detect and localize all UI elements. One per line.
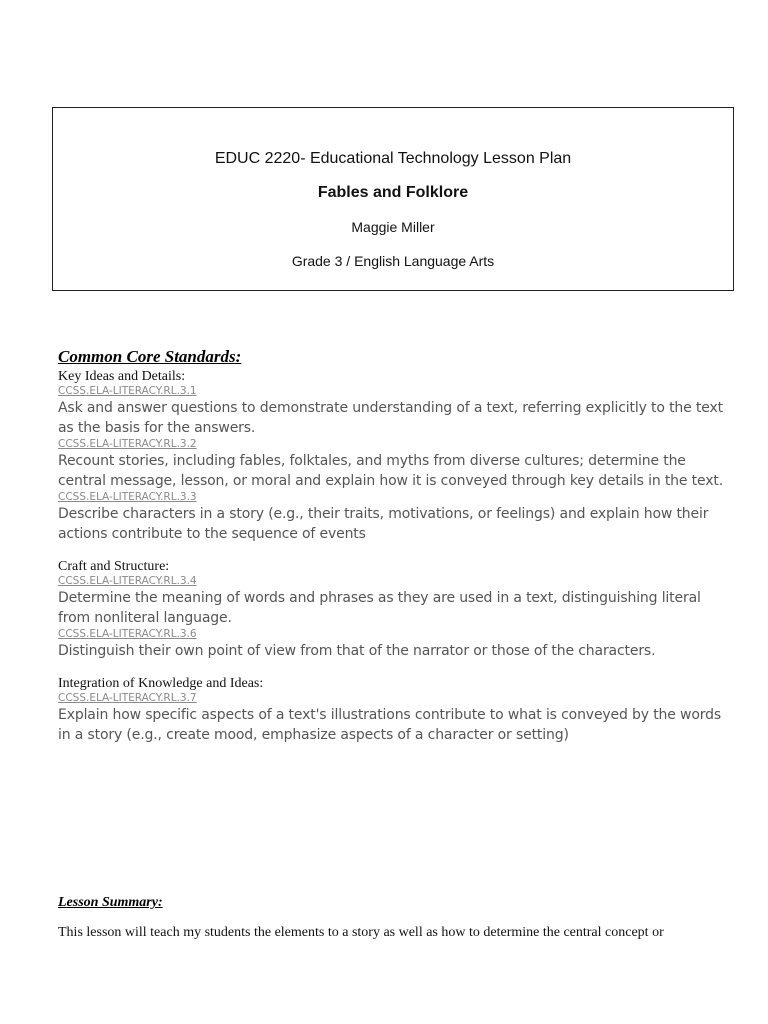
standard-description: Ask and answer questions to demonstrate understanding of a text, referring explicitly to the text as the basis for the answers. [58, 400, 723, 436]
standards-group-integration [58, 675, 728, 745]
author-name: Maggie Miller [351, 219, 435, 235]
standard-description: Determine the meaning of words and phrases as they are used in a text, distinguishing literal from nonliteral language. [58, 590, 701, 626]
standard-code-link[interactable]: CCSS.ELA-LITERACY.RL.3.3 [58, 491, 197, 503]
standard-description: Recount stories, including fables, folktales, and myths from diverse cultures; determine the central message, lesson, or moral and explain how it is conveyed through key details in the text. [58, 453, 724, 489]
standards-group-craft-structure [58, 558, 728, 661]
standard-description: Describe characters in a story (e.g., their traits, motivations, or feelings) and explain how their actions contribute to the sequence of events [58, 506, 709, 542]
standards-group-key-ideas [58, 368, 728, 544]
standard-description: Explain how specific aspects of a text's illustrations contribute to what is conveyed by the words in a story (e.g., create mood, emphasize aspects of a character or setting) [58, 707, 721, 743]
lesson-summary-text: This lesson will teach my students the elements to a story as well as how to determine the central concept or [58, 925, 664, 940]
standard-code-link[interactable]: CCSS.ELA-LITERACY.RL.3.6 [58, 628, 197, 640]
group-heading: Key Ideas and Details: [58, 369, 186, 384]
standard-code-link[interactable]: CCSS.ELA-LITERACY.RL.3.2 [58, 438, 197, 450]
lesson-title: Fables and Folklore [317, 184, 469, 201]
title-box [52, 107, 734, 291]
group-heading: Craft and Structure: [58, 559, 170, 574]
standard-description: Distinguish their own point of view from that of the narrator or those of the characters. [58, 643, 656, 659]
lesson-summary-heading: Lesson Summary: [58, 895, 163, 910]
document-title: EDUC 2220- Educational Technology Lesson Plan [214, 150, 572, 167]
lesson-summary-section [58, 895, 728, 941]
standard-code-link[interactable]: CCSS.ELA-LITERACY.RL.3.4 [58, 575, 197, 587]
group-heading: Integration of Knowledge and Ideas: [58, 676, 264, 691]
grade-subject: Grade 3 / English Language Arts [291, 253, 495, 269]
standard-code-link[interactable]: CCSS.ELA-LITERACY.RL.3.1 [58, 385, 197, 397]
standards-section [58, 346, 728, 759]
standard-code-link[interactable]: CCSS.ELA-LITERACY.RL.3.7 [58, 692, 197, 704]
standards-heading: Common Core Standards: [58, 347, 242, 366]
